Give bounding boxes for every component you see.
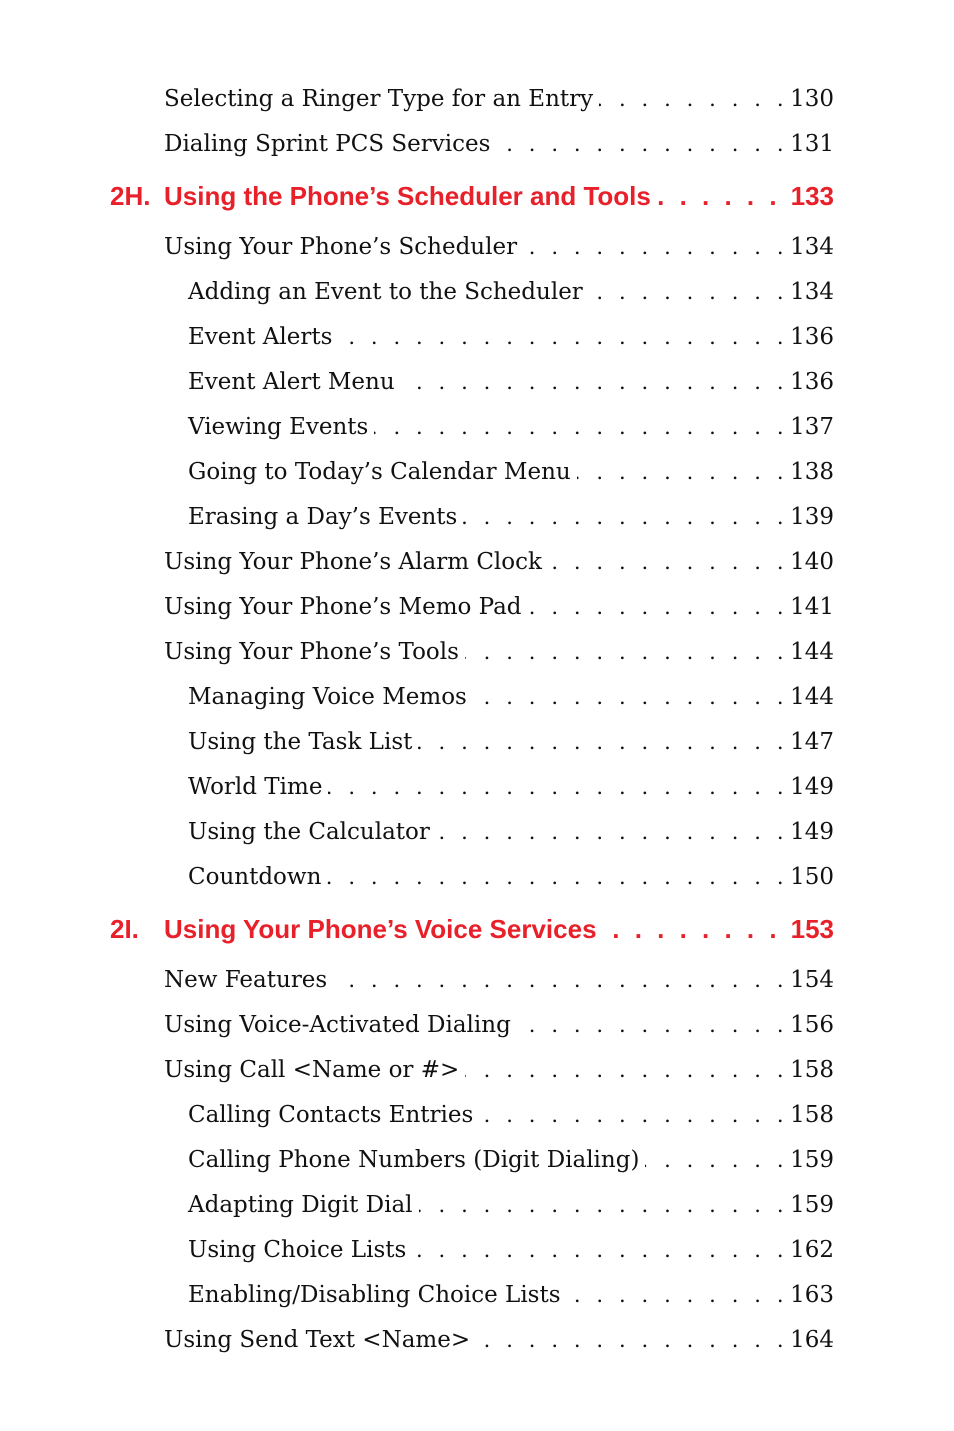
dot-leader — [645, 1145, 788, 1175]
toc-entry[interactable] — [164, 1325, 834, 1355]
toc-entry-title: Erasing a Day’s Events — [188, 504, 458, 530]
dot-leader — [528, 592, 789, 622]
toc-page-number: 144 — [790, 639, 834, 665]
toc-subentry[interactable] — [188, 682, 834, 712]
toc-subentry[interactable] — [188, 1190, 834, 1220]
toc-subentry[interactable] — [188, 1100, 834, 1130]
toc-entry-title: Adapting Digit Dial — [188, 1192, 413, 1218]
toc-entry-title: Viewing Events — [188, 414, 369, 440]
dot-leader — [465, 1055, 788, 1085]
dot-leader — [567, 1280, 789, 1310]
toc-page-number: 140 — [790, 549, 834, 575]
toc-entry[interactable] — [164, 1055, 834, 1085]
toc-entry-title: Using the Task List — [188, 729, 413, 755]
toc-chapter-heading[interactable] — [110, 912, 834, 946]
dot-leader — [333, 965, 788, 995]
toc-entry[interactable] — [164, 1010, 834, 1040]
toc-subentry[interactable] — [188, 1280, 834, 1310]
toc-page-number: 159 — [790, 1147, 834, 1173]
toc-page-number: 134 — [790, 234, 834, 260]
toc-subentry[interactable] — [188, 367, 834, 397]
toc-page-number: 139 — [790, 504, 834, 530]
dot-leader — [603, 912, 781, 946]
toc-entry[interactable] — [164, 637, 834, 667]
toc-subentry[interactable] — [188, 1145, 834, 1175]
toc-entry-title: Using Call <Name or #> — [164, 1057, 460, 1083]
toc-page-number: 144 — [790, 684, 834, 710]
dot-leader — [523, 232, 788, 262]
toc-subentry[interactable] — [188, 457, 834, 487]
toc-entry[interactable] — [164, 129, 834, 159]
toc-page-number: 153 — [790, 914, 834, 944]
toc-entry-title: Event Alerts — [188, 324, 333, 350]
toc-subentry[interactable] — [188, 727, 834, 757]
dot-leader — [496, 129, 788, 159]
dot-leader — [412, 1235, 788, 1265]
toc-page-number: 136 — [790, 324, 834, 350]
toc-entry-title: Going to Today’s Calendar Menu — [188, 459, 571, 485]
dot-leader — [657, 179, 781, 213]
dot-leader — [476, 1325, 788, 1355]
toc-entry-title: Using the Phone’s Scheduler and Tools — [164, 181, 651, 211]
toc-entry-title: Selecting a Ringer Type for an Entry — [164, 86, 594, 112]
toc-page-number: 158 — [790, 1102, 834, 1128]
toc-page-number: 164 — [790, 1327, 834, 1353]
dot-leader — [418, 727, 788, 757]
toc-page-number: 154 — [790, 967, 834, 993]
toc-entry-title: Event Alert Menu — [188, 369, 395, 395]
toc-entry[interactable] — [164, 84, 834, 114]
toc-page-number: 131 — [790, 131, 834, 157]
dot-leader — [589, 277, 788, 307]
toc-chapter-heading[interactable] — [110, 179, 834, 213]
dot-leader — [599, 84, 788, 114]
toc-entry-title: Using Your Phone’s Memo Pad — [164, 594, 522, 620]
chapter-number: 2I. — [110, 914, 139, 944]
toc-subentry[interactable] — [188, 502, 834, 532]
toc-page-number: 147 — [790, 729, 834, 755]
toc-page-number: 150 — [790, 864, 834, 890]
toc-page-number: 156 — [790, 1012, 834, 1038]
toc-entry-title: Using Your Phone’s Voice Services — [164, 914, 597, 944]
toc-page-number: 162 — [790, 1237, 834, 1263]
toc-page-number: 141 — [790, 594, 834, 620]
toc-entry[interactable] — [164, 547, 834, 577]
toc-entry-title: Adding an Event to the Scheduler — [188, 279, 583, 305]
toc-page-number: 136 — [790, 369, 834, 395]
toc-entry-title: Enabling/Disabling Choice Lists — [188, 1282, 561, 1308]
toc-subentry[interactable] — [188, 412, 834, 442]
dot-leader — [479, 1100, 788, 1130]
toc-entry[interactable] — [164, 965, 834, 995]
toc-subentry[interactable] — [188, 277, 834, 307]
toc-page-number: 159 — [790, 1192, 834, 1218]
toc-page-number: 158 — [790, 1057, 834, 1083]
toc-entry-title: Using Your Phone’s Tools — [164, 639, 459, 665]
toc-entry-title: New Features — [164, 967, 328, 993]
toc-subentry[interactable] — [188, 322, 834, 352]
dot-leader — [419, 1190, 789, 1220]
toc-page-number: 163 — [790, 1282, 834, 1308]
dot-leader — [577, 457, 788, 487]
toc-page-number: 138 — [790, 459, 834, 485]
toc-page-number: 149 — [790, 819, 834, 845]
toc-subentry[interactable] — [188, 772, 834, 802]
toc-entry-title: Calling Contacts Entries — [188, 1102, 474, 1128]
dot-leader — [473, 682, 788, 712]
dot-leader — [548, 547, 788, 577]
toc-entry-title: Using Your Phone’s Scheduler — [164, 234, 518, 260]
dot-leader — [327, 862, 788, 892]
chapter-number: 2H. — [110, 181, 151, 211]
toc-subentry[interactable] — [188, 817, 834, 847]
toc-entry-title: Using the Calculator — [188, 819, 430, 845]
toc-entry-title: World Time — [188, 774, 323, 800]
toc-page-number: 133 — [790, 181, 834, 211]
toc-page-number: 130 — [790, 86, 834, 112]
toc-subentry[interactable] — [188, 1235, 834, 1265]
toc-entry-title: Using Your Phone’s Alarm Clock — [164, 549, 542, 575]
toc-entry-title: Using Choice Lists — [188, 1237, 407, 1263]
dot-leader — [338, 322, 788, 352]
dot-leader — [463, 502, 788, 532]
toc-entry-title: Countdown — [188, 864, 322, 890]
dot-leader — [517, 1010, 788, 1040]
toc-subentry[interactable] — [188, 862, 834, 892]
toc-entry[interactable] — [164, 592, 834, 622]
toc-page-number: 137 — [790, 414, 834, 440]
dot-leader — [328, 772, 788, 802]
toc-entry-title: Dialing Sprint PCS Services — [164, 131, 491, 157]
toc-page-number: 134 — [790, 279, 834, 305]
toc-entry-title: Managing Voice Memos — [188, 684, 467, 710]
dot-leader — [374, 412, 788, 442]
toc-entry-title: Using Send Text <Name> — [164, 1327, 471, 1353]
dot-leader — [401, 367, 788, 397]
toc-page-number: 149 — [790, 774, 834, 800]
toc-entry-title: Calling Phone Numbers (Digit Dialing) — [188, 1147, 640, 1173]
toc-entry-title: Using Voice-Activated Dialing — [164, 1012, 511, 1038]
dot-leader — [436, 817, 788, 847]
dot-leader — [465, 637, 788, 667]
toc-entry[interactable] — [164, 232, 834, 262]
